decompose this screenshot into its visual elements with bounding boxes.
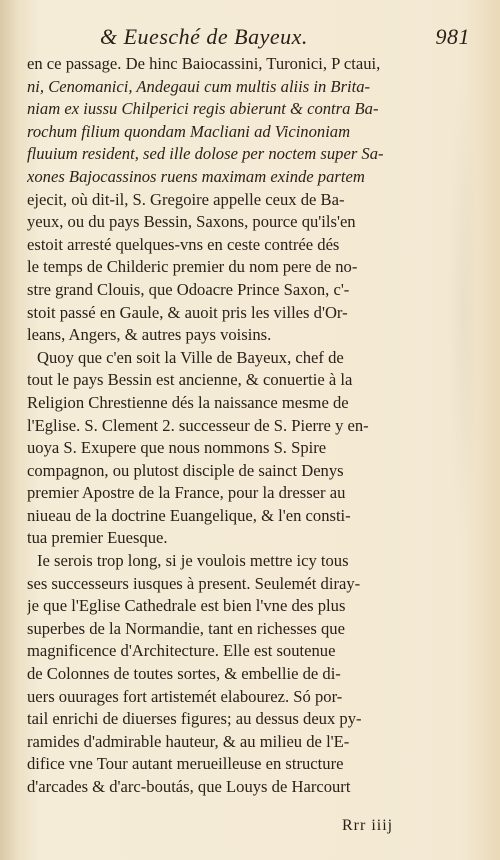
text-line: estoit arresté quelques-vns en ceste contrée dés (27, 234, 340, 254)
text-line: yeux, ou du pays Bessin, Saxons, pource qu'ils'en (27, 212, 356, 232)
text-line: compagnon, ou plutost disciple de sainct Denys (27, 460, 344, 480)
text-line: tail enrichi de diuerses figures; au dessus deux py- (27, 709, 362, 729)
text-line: niam ex iussu Chilperici regis abierunt & contra Ba- (27, 99, 379, 119)
text-line: fluuium resident, sed ille dolose per noctem super Sa- (27, 144, 384, 164)
text-line: superbes de la Normandie, tant en richesses que (27, 618, 345, 638)
signature-mark: Rrr iiij (342, 817, 394, 834)
text-line: ni, Cenomanici, Andegaui cum multis aliis in Brita- (27, 76, 371, 96)
text-line: tout le pays Bessin est ancienne, & conuertie à la (27, 370, 353, 390)
text-line: l'Eglise. S. Clement 2. successeur de S. Pierre y en- (27, 415, 369, 435)
text-line: le temps de Childeric premier du nom pere de no- (27, 257, 358, 277)
text-line: en ce passage. De hinc Baiocassini, Turonici, P ctaui, (27, 54, 381, 73)
text-line: xones Bajocassinos ruens maximam exinde partem (27, 166, 365, 186)
text-line: difice vne Tour autant merueilleuse en structure (27, 754, 344, 774)
text-line: ses successeurs iusques à present. Seulemét diray- (27, 573, 361, 593)
text-line: leans, Angers, & autres pays voisins. (27, 325, 272, 345)
running-head (100, 22, 470, 52)
text-line: ramides d'admirable hauteur, & au milieu de l'E- (27, 731, 350, 751)
text-line: rochum filium quondam Macliani ad Vicinoniam (27, 121, 351, 141)
text-line: stoit passé en Gaule, & auoit pris les villes d'Or- (27, 302, 348, 322)
text-line: magnificence d'Architecture. Elle est soutenue (27, 641, 336, 661)
text-line: tua premier Euesque. (27, 528, 168, 548)
text-line: stre grand Clouis, que Odoacre Prince Saxon, c'- (27, 279, 350, 299)
body-text (27, 53, 473, 799)
page-number: 981 (435, 24, 470, 49)
text-line: je que l'Eglise Cathedrale est bien l'vne des plus (27, 596, 346, 616)
text-line: niueau de la doctrine Euangelique, & l'en consti- (27, 505, 351, 525)
running-head-title: & Euesché de Bayeux. (100, 24, 308, 49)
paragraph-start-line: Ie serois trop long, si je voulois mettre icy tous (37, 551, 349, 571)
text-line: Religion Chrestienne dés la naissance mesme de (27, 392, 349, 412)
text-line: de Colonnes de toutes sortes, & embellie de di- (27, 664, 341, 684)
text-line: uoya S. Exupere que nous nommons S. Spire (27, 438, 327, 458)
text-line: uers ouurages fort artistemét elabourez. Só por- (27, 686, 343, 706)
text-line: ejecit, où dit-il, S. Gregoire appelle ceux de Ba- (27, 189, 345, 209)
text-line: premier Apostre de la France, pour la dresser au (27, 483, 346, 503)
text-line: d'arcades & d'arc-boutás, que Louys de Harcourt (27, 777, 351, 796)
paragraph-start-line: Quoy que c'en soit la Ville de Bayeux, chef de (37, 347, 344, 367)
